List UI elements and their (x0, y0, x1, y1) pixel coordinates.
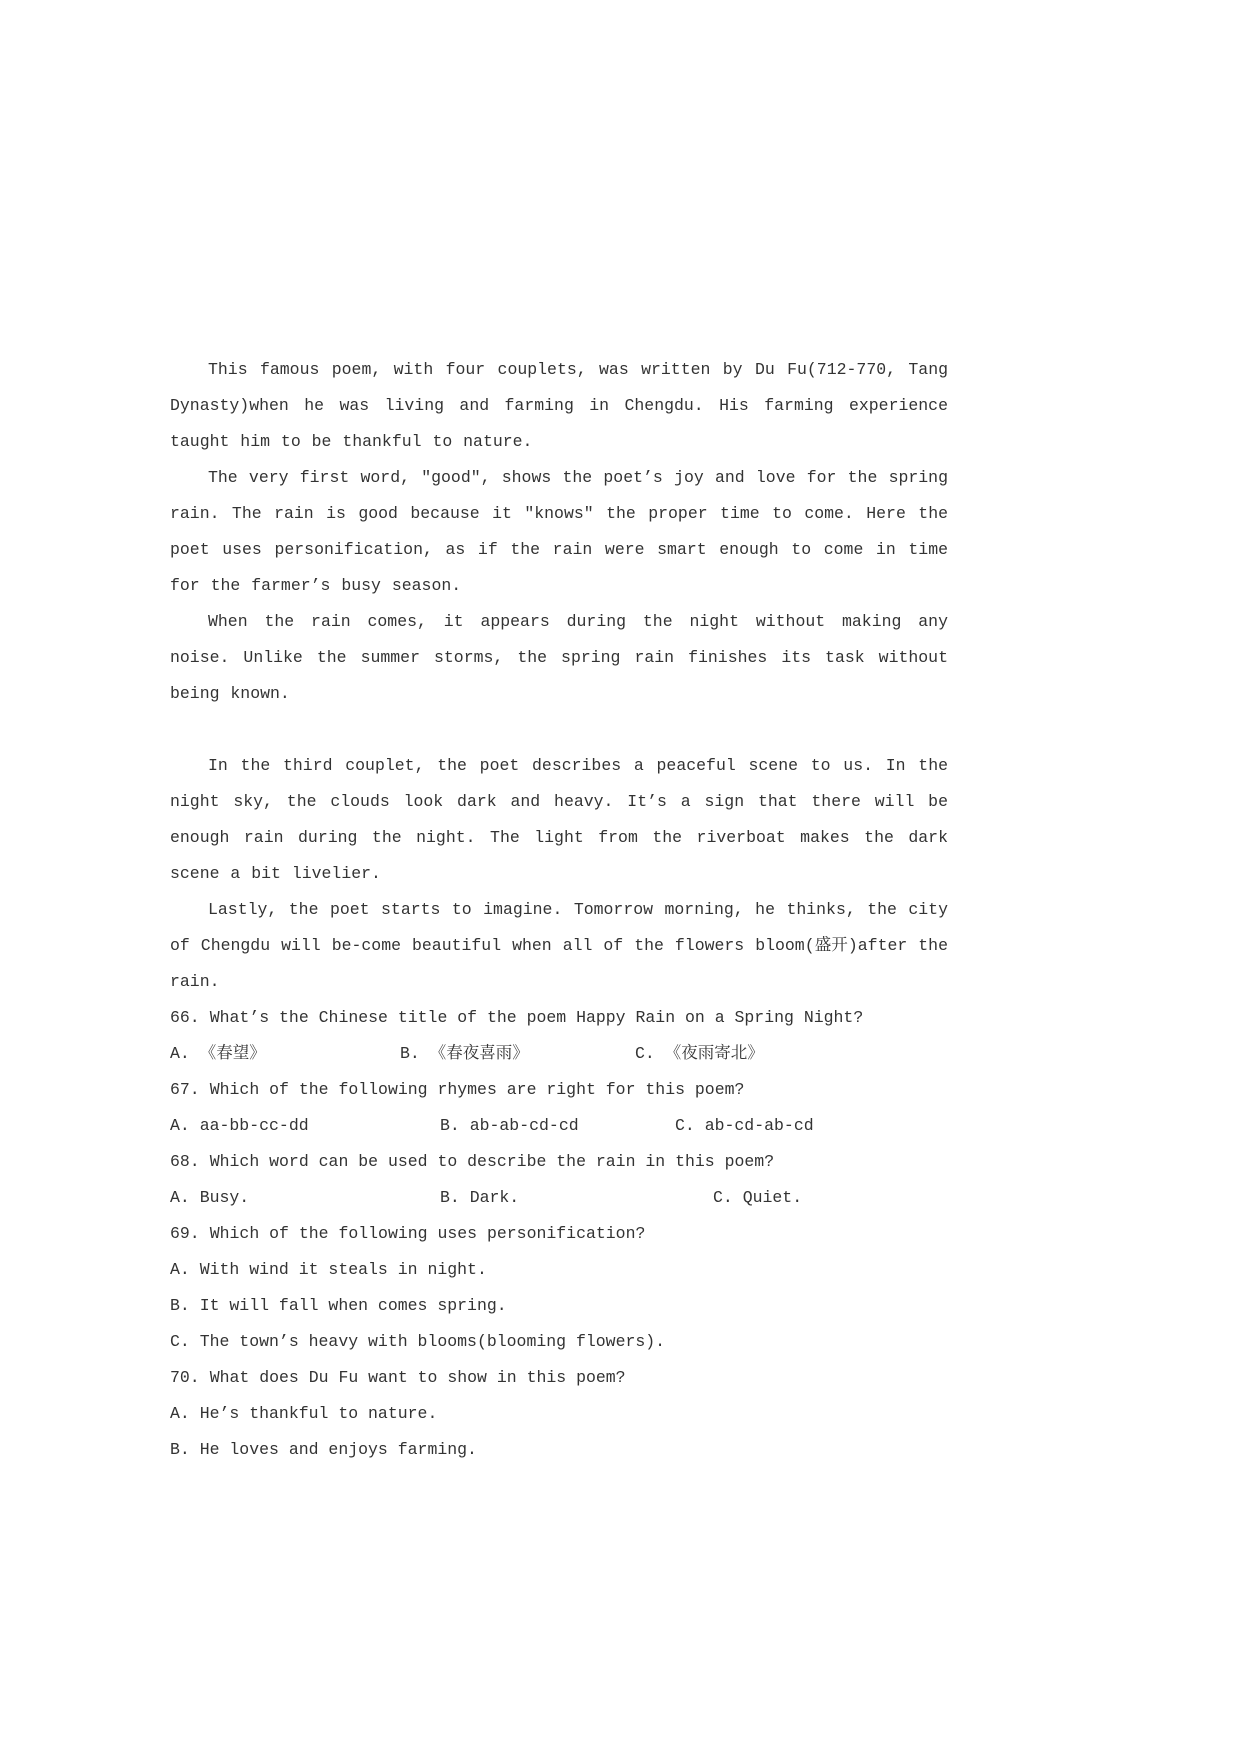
question-67 (170, 1072, 948, 1108)
question-68-options (170, 1180, 948, 1216)
question-67-options (170, 1108, 948, 1144)
option-b: B. Dark. (440, 1188, 520, 1207)
question-70 (170, 1360, 948, 1396)
question-text: What’s the Chinese title of the poem Happy Rain on a Spring Night? (209, 1008, 864, 1027)
option-c: C. Quiet. (713, 1188, 803, 1207)
question-text: What does Du Fu want to show in this poem? (209, 1368, 626, 1387)
option-c: C. 《夜雨寄北》 (635, 1044, 764, 1063)
option-a: A. aa-bb-cc-dd (170, 1116, 309, 1135)
option-a: A. With wind it steals in night. (170, 1260, 487, 1279)
option-a: A. 《春望》 (170, 1044, 266, 1063)
question-number: 67. (170, 1080, 200, 1099)
option-c: C. ab-cd-ab-cd (675, 1116, 814, 1135)
reading-passage (170, 352, 948, 1468)
question-text: Which of the following uses personification? (209, 1224, 646, 1243)
question-66 (170, 1000, 948, 1036)
question-text: Which of the following rhymes are right for this poem? (209, 1080, 745, 1099)
question-number: 68. (170, 1152, 200, 1171)
option-a: A. Busy. (170, 1188, 250, 1207)
paragraph-5: Lastly, the poet starts to imagine. Tomorrow morning, he thinks, the city of Chengdu will be-come beautiful when all of the flowers bloom(盛开)after the rain. (170, 900, 948, 991)
paragraph-2: The very first word, "good", shows the poet’s joy and love for the spring rain. The rain is good because it "knows" the proper time to come. Here the poet uses personification, as if the rain were smart enough to come in time for the farmer’s busy season. (170, 468, 948, 595)
option-b: B. ab-ab-cd-cd (440, 1116, 579, 1135)
question-number: 66. (170, 1008, 200, 1027)
paragraph-3: When the rain comes, it appears during the night without making any noise. Unlike the summer storms, the spring rain finishes its task without being known. (170, 612, 948, 703)
paragraph-4: In the third couplet, the poet describes a peaceful scene to us. In the night sky, the clouds look dark and heavy. It’s a sign that there will be enough rain during the night. The light from the riverboat makes the dark scene a bit livelier. (170, 756, 948, 883)
option-a: A. He’s thankful to nature. (170, 1404, 438, 1423)
question-number: 70. (170, 1368, 200, 1387)
paragraph-1: This famous poem, with four couplets, was written by Du Fu(712-770, Tang Dynasty)when he was living and farming in Chengdu. His farming experience taught him to be thankful to nature. (170, 360, 948, 451)
option-c: C. The town’s heavy with blooms(blooming flowers). (170, 1332, 666, 1351)
option-b: B. He loves and enjoys farming. (170, 1440, 477, 1459)
question-text: Which word can be used to describe the rain in this poem? (209, 1152, 775, 1171)
option-b: B. 《春夜喜雨》 (400, 1044, 529, 1063)
question-number: 69. (170, 1224, 200, 1243)
question-69 (170, 1216, 948, 1252)
option-b: B. It will fall when comes spring. (170, 1296, 507, 1315)
question-68 (170, 1144, 948, 1180)
question-66-options (170, 1036, 948, 1072)
